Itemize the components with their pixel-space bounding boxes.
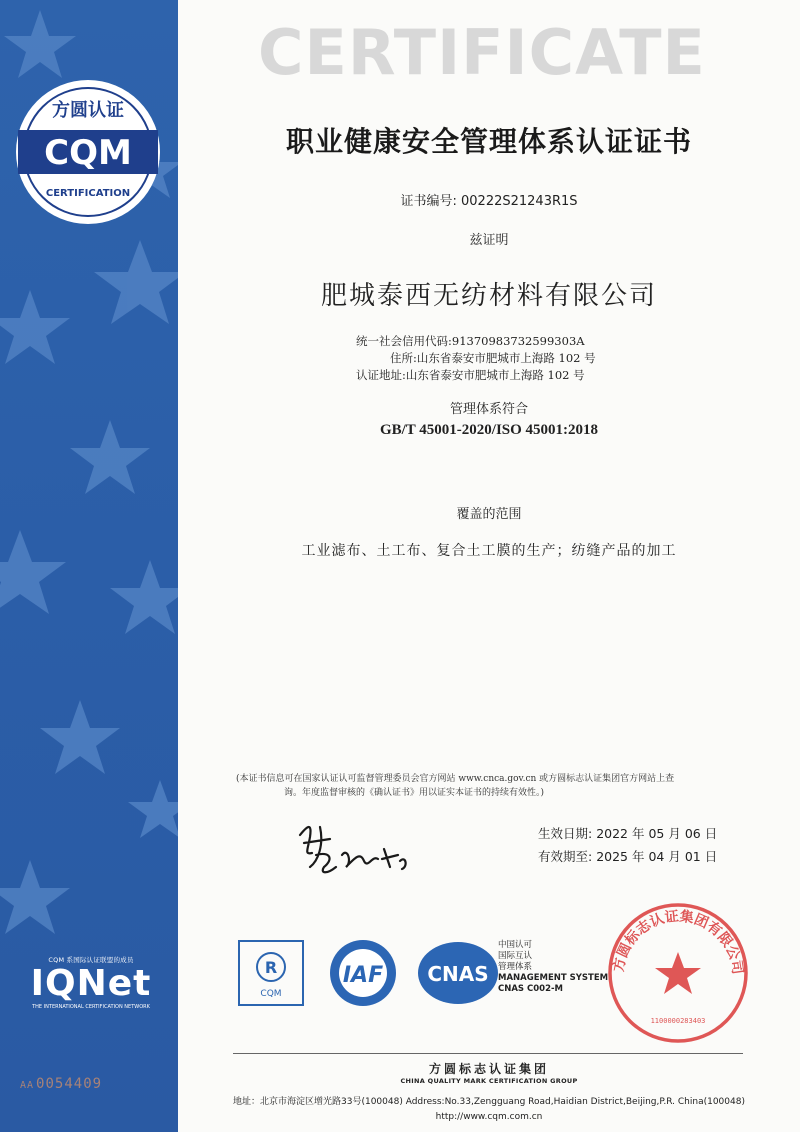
certificate-number-value: 00222S21243R1S — [461, 194, 578, 209]
company-info — [356, 333, 596, 384]
credit-code-row — [356, 333, 596, 350]
iqnet-logo — [16, 955, 166, 1025]
serial-number — [20, 1076, 102, 1092]
svg-text:IAF: IAF — [342, 963, 384, 988]
verification-note — [236, 772, 756, 800]
conformity-label: 管理体系符合 — [449, 402, 528, 417]
certificate-number-label: 证书编号: — [400, 194, 457, 209]
svg-text:方圆标志认证集团有限公司: 方圆标志认证集团有限公司 — [610, 908, 746, 976]
hereby-certify: 兹证明 — [469, 233, 509, 248]
iqnet-caption-en: THE INTERNATIONAL CERTIFICATION NETWORK — [32, 1004, 150, 1010]
issuer-name-cn: 方圆标志认证集团 — [428, 1062, 549, 1076]
credit-code-value: 91370983732599303A — [451, 334, 585, 348]
serial-digits: 0054409 — [36, 1076, 103, 1092]
iaf-logo — [318, 938, 408, 1008]
scope-text: 工业滤布、土工布、复合土工膜的生产；纺缝产品的加工 — [301, 543, 677, 559]
expiry-date-label: 有效期至: — [538, 849, 593, 864]
svg-text:CERTIFICATION: CERTIFICATION — [45, 188, 131, 199]
expiry-date-row — [538, 845, 717, 868]
svg-text:CQM: CQM — [44, 133, 132, 173]
cert-address-row — [356, 367, 596, 384]
cert-address-label: 认证地址: — [356, 368, 406, 382]
cqm-certification-logo — [14, 78, 162, 226]
credit-code-label: 统一社会信用代码: — [356, 334, 452, 348]
svg-text:1100000283403: 1100000283403 — [650, 1017, 706, 1025]
company-red-seal — [603, 898, 753, 1048]
issuer-website[interactable]: http://www.cqm.com.cn — [435, 1112, 543, 1122]
certificate-number — [178, 190, 800, 209]
svg-text:CNAS: CNAS — [427, 962, 489, 986]
company-name: 肥城泰西无纺材料有限公司 — [320, 281, 657, 311]
certificate-body — [178, 0, 800, 1132]
svg-text:CQM: CQM — [260, 989, 282, 999]
ms-cn-3: 管理体系 — [498, 962, 533, 972]
scope-label: 覆盖的范围 — [456, 507, 522, 522]
iqnet-caption: CQM 系国际认证联盟的成员 — [48, 956, 134, 964]
note-line-2: 询。年度监督审核的《确认证书》用以证实本证书的持续有效性。) — [284, 788, 545, 798]
ms-cn-1: 中国认可 — [498, 940, 533, 950]
cqm-mark-box — [238, 940, 304, 1006]
footer-divider — [233, 1053, 743, 1054]
cert-address-value: 山东省泰安市肥城市上海路 102 号 — [405, 368, 585, 382]
address-value: 山东省泰安市肥城市上海路 102 号 — [416, 351, 596, 365]
svg-text:R: R — [264, 958, 278, 977]
effective-date-row — [538, 822, 717, 845]
ms-code: CNAS C002-M — [498, 984, 563, 994]
ms-cn-2: 国际互认 — [498, 951, 533, 961]
address-label: 住所: — [390, 351, 417, 365]
cqm-mark-icon — [240, 942, 302, 1004]
cnas-logo — [416, 940, 500, 1006]
certificate-title: 职业健康安全管理体系认证证书 — [285, 125, 692, 158]
iqnet-brand: IQNet — [30, 963, 152, 1004]
svg-text:方圆认证: 方圆认证 — [52, 100, 124, 121]
management-system-mark — [498, 940, 608, 995]
expiry-date-value: 2025 年 04 月 01 日 — [596, 849, 718, 864]
note-line-1: (本证书信息可在国家认证认可监督管理委员会官方网站 www.cnca.gov.cn 或方圆标志认证集团官方网站上查 — [236, 774, 675, 784]
handwritten-signature — [290, 815, 420, 885]
left-blue-band — [0, 0, 178, 1132]
effective-date-label: 生效日期: — [538, 826, 593, 841]
effective-date-value: 2022 年 05 月 06 日 — [596, 826, 718, 841]
validity-dates — [538, 822, 717, 868]
issuer-name-en: CHINA QUALITY MARK CERTIFICATION GROUP — [400, 1077, 578, 1085]
standard: GB/T 45001-2020/ISO 45001:2018 — [379, 422, 599, 438]
ms-en: MANAGEMENT SYSTEM — [498, 973, 609, 983]
issuer-address: 地址：北京市海淀区增光路33号(100048) Address:No.33,Zengguang Road,Haidian District,Beijing,P.R. China(100048) — [233, 1097, 745, 1107]
serial-prefix: AA — [20, 1080, 35, 1091]
address-row — [356, 350, 596, 367]
certificate-watermark-title: CERTIFICATE — [258, 16, 706, 89]
